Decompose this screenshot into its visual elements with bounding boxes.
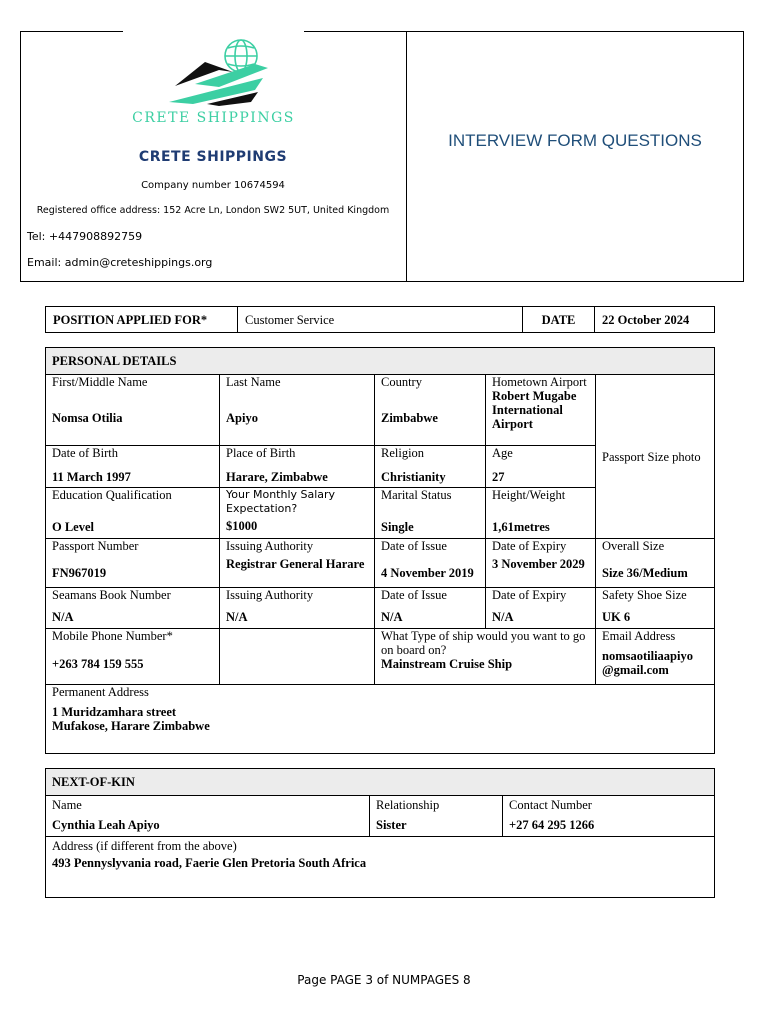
dob-label: Date of Birth: [52, 446, 118, 460]
seamans-issue-cell[interactable]: [375, 588, 486, 629]
kin-address-cell[interactable]: [46, 837, 715, 898]
kin-relationship-cell[interactable]: [370, 796, 503, 837]
seamans-book-label: Seamans Book Number: [52, 588, 171, 602]
pob-value: Harare, Zimbabwe: [226, 470, 328, 484]
marital-cell[interactable]: [375, 488, 486, 539]
company-name: CRETE SHIPPINGS: [138, 149, 288, 165]
expiry-date-value: 3 November 2029: [492, 557, 585, 571]
marital-value: Single: [381, 520, 414, 534]
kin-address-label: Address (if different from the above): [52, 839, 237, 853]
religion-label: Religion: [381, 446, 425, 460]
date-value[interactable]: 22 October 2024: [595, 307, 715, 333]
overall-size-value: Size 36/Medium: [602, 566, 688, 580]
country-label: Country: [381, 375, 422, 389]
permanent-address-cell[interactable]: [46, 685, 715, 754]
kin-name-value: Cynthia Leah Apiyo: [52, 818, 160, 832]
marital-label: Marital Status: [381, 488, 452, 502]
issuing-authority-cell[interactable]: [220, 539, 375, 588]
overall-size-label: Overall Size: [602, 539, 665, 553]
seamans-book-cell[interactable]: [46, 588, 220, 629]
issue-date-label: Date of Issue: [381, 539, 447, 553]
religion-value: Christianity: [381, 470, 446, 484]
seamans-book-value: N/A: [52, 610, 74, 624]
form-title: INTERVIEW FORM QUESTIONS: [448, 131, 702, 150]
education-cell[interactable]: [46, 488, 220, 539]
kin-contact-cell[interactable]: [503, 796, 715, 837]
personal-details-title: PERSONAL DETAILS: [46, 348, 715, 375]
shoe-size-label: Safety Shoe Size: [602, 588, 687, 602]
mobile-value: +263 784 159 555: [52, 657, 144, 671]
mobile-cell[interactable]: [46, 629, 220, 685]
next-of-kin-title: NEXT-OF-KIN: [46, 769, 715, 796]
mobile-extra-cell[interactable]: [220, 629, 375, 685]
email-label: Email Address: [602, 629, 676, 643]
shoe-size-cell[interactable]: [596, 588, 715, 629]
company-email: Email: admin@creteshippings.org: [27, 256, 213, 269]
airport-label: Hometown Airport: [492, 375, 587, 389]
education-value: O Level: [52, 520, 95, 534]
permanent-address-label: Permanent Address: [52, 685, 149, 699]
country-cell[interactable]: [375, 375, 486, 446]
next-of-kin-table: [45, 768, 715, 898]
education-label: Education Qualification: [52, 488, 172, 502]
ship-type-cell[interactable]: [375, 629, 596, 685]
last-name-cell[interactable]: [220, 375, 375, 446]
height-value: 1,61metres: [492, 520, 550, 534]
date-label: DATE: [523, 307, 595, 333]
pob-label: Place of Birth: [226, 446, 296, 460]
height-cell[interactable]: [486, 488, 596, 539]
seamans-issuing-value: N/A: [226, 610, 248, 624]
office-address: Registered office address: 152 Acre Ln, London SW2 5UT, United Kingdom: [36, 205, 390, 216]
seamans-expiry-label: Date of Expiry: [492, 588, 567, 602]
dob-cell[interactable]: [46, 446, 220, 488]
age-label: Age: [492, 446, 513, 460]
personal-details-table: [45, 347, 715, 754]
salary-value: $1000: [226, 519, 258, 533]
first-name-cell[interactable]: [46, 375, 220, 446]
permanent-address-line1: 1 Muridzamhara street: [52, 705, 177, 719]
height-label: Height/Weight: [492, 488, 566, 502]
ship-type-value: Mainstream Cruise Ship: [381, 657, 513, 671]
passport-photo-label: Passport Size photo: [602, 449, 701, 464]
expiry-date-cell[interactable]: [486, 539, 596, 588]
seamans-expiry-value: N/A: [492, 610, 514, 624]
salary-cell[interactable]: [220, 488, 375, 539]
expiry-date-label: Date of Expiry: [492, 539, 567, 553]
telephone: Tel: +447908892759: [27, 230, 143, 243]
company-logo: [123, 34, 304, 134]
first-name-value: Nomsa Otilia: [52, 411, 123, 425]
seamans-issue-value: N/A: [381, 610, 403, 624]
letterhead-divider: [406, 31, 407, 282]
mobile-label: Mobile Phone Number*: [52, 629, 173, 643]
first-name-label: First/Middle Name: [52, 375, 148, 389]
position-table: [45, 306, 715, 333]
kin-name-cell[interactable]: [46, 796, 370, 837]
kin-name-label: Name: [52, 798, 82, 812]
issue-date-value: 4 November 2019: [381, 566, 474, 580]
issuing-authority-value: Registrar General Harare: [226, 557, 365, 571]
position-value[interactable]: Customer Service: [238, 307, 523, 333]
page-footer: Page PAGE 3 of NUMPAGES 8: [297, 973, 471, 987]
passport-number-cell[interactable]: [46, 539, 220, 588]
passport-number-value: FN967019: [52, 566, 107, 580]
passport-photo-cell[interactable]: [596, 375, 715, 539]
last-name-label: Last Name: [226, 375, 281, 389]
seamans-issuing-label: Issuing Authority: [226, 588, 314, 602]
airport-value: Robert Mugabe International Airport: [492, 389, 577, 431]
shoe-size-value: UK 6: [602, 610, 631, 624]
email-cell[interactable]: [596, 629, 715, 685]
seamans-issuing-cell[interactable]: [220, 588, 375, 629]
age-cell[interactable]: [486, 446, 596, 488]
ship-globe-icon: [123, 34, 304, 114]
issuing-authority-label: Issuing Authority: [226, 539, 314, 553]
logo-wordmark: CRETE SHIPPINGS: [132, 110, 295, 126]
kin-relationship-value: Sister: [376, 818, 407, 832]
dob-value: 11 March 1997: [52, 470, 131, 484]
position-label: POSITION APPLIED FOR*: [46, 307, 238, 333]
email-value: nomsaotiliaapiyo @gmail.com: [602, 649, 693, 677]
airport-cell[interactable]: [486, 375, 596, 446]
age-value: 27: [492, 470, 505, 484]
religion-cell[interactable]: [375, 446, 486, 488]
kin-address-value: 493 Pennyslyvania road, Faerie Glen Pretoria South Africa: [52, 856, 367, 870]
last-name-value: Apiyo: [226, 411, 258, 425]
pob-cell[interactable]: [220, 446, 375, 488]
kin-contact-label: Contact Number: [509, 798, 592, 812]
country-value: Zimbabwe: [381, 411, 438, 425]
seamans-issue-label: Date of Issue: [381, 588, 447, 602]
kin-contact-value: +27 64 295 1266: [509, 818, 595, 832]
permanent-address-line2: Mufakose, Harare Zimbabwe: [52, 719, 210, 733]
passport-number-label: Passport Number: [52, 539, 139, 553]
seamans-expiry-cell[interactable]: [486, 588, 596, 629]
kin-relationship-label: Relationship: [376, 798, 440, 812]
overall-size-cell[interactable]: [596, 539, 715, 588]
ship-type-label: What Type of ship would you want to go on board on?: [381, 629, 586, 657]
company-number: Company number 10674594: [141, 180, 285, 191]
salary-label: Your Monthly Salary Expectation?: [226, 488, 336, 515]
issue-date-cell[interactable]: [375, 539, 486, 588]
